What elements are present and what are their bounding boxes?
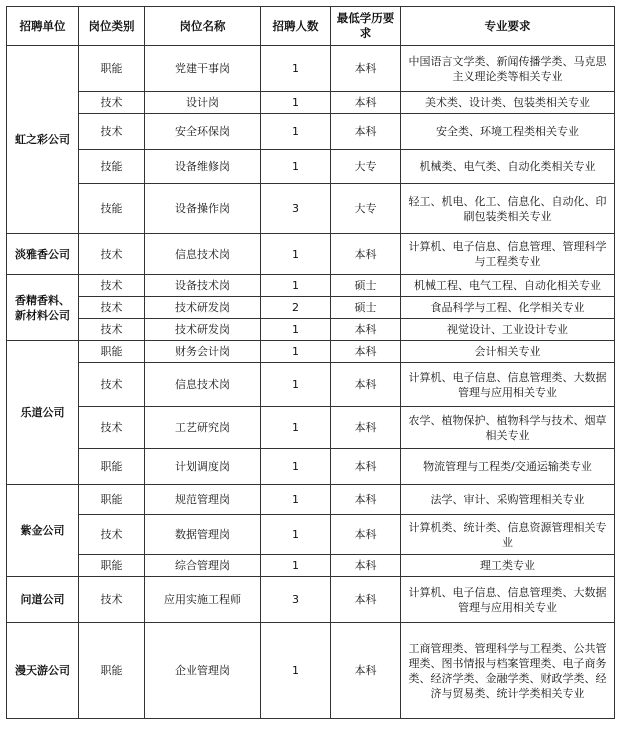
major-cell: 轻工、机电、化工、信息化、自动化、印刷包装类相关专业	[401, 184, 615, 234]
table-row	[7, 319, 615, 341]
table-row	[7, 363, 615, 407]
education-cell: 大专	[331, 150, 401, 184]
education-cell: 本科	[331, 407, 401, 449]
title-cell: 财务会计岗	[145, 341, 261, 363]
count-cell: 1	[261, 515, 331, 555]
count-cell: 1	[261, 449, 331, 485]
category-cell: 技术	[79, 275, 145, 297]
education-cell: 硕士	[331, 275, 401, 297]
count-cell: 1	[261, 92, 331, 114]
education-cell: 本科	[331, 234, 401, 275]
table-row	[7, 623, 615, 719]
count-cell: 1	[261, 319, 331, 341]
unit-cell: 淡雅香公司	[7, 234, 79, 275]
category-cell: 技术	[79, 234, 145, 275]
unit-cell: 漫天游公司	[7, 623, 79, 719]
major-cell: 会计相关专业	[401, 341, 615, 363]
education-cell: 本科	[331, 341, 401, 363]
major-cell: 计算机、电子信息、信息管理、管理科学与工程类专业	[401, 234, 615, 275]
education-cell: 本科	[331, 577, 401, 623]
title-cell: 工艺研究岗	[145, 407, 261, 449]
count-cell: 1	[261, 407, 331, 449]
category-cell: 技能	[79, 184, 145, 234]
category-cell: 技术	[79, 319, 145, 341]
education-cell: 本科	[331, 319, 401, 341]
category-cell: 职能	[79, 341, 145, 363]
title-cell: 数据管理岗	[145, 515, 261, 555]
table-row	[7, 577, 615, 623]
header-row	[7, 7, 615, 46]
education-cell: 本科	[331, 92, 401, 114]
table-row	[7, 184, 615, 234]
table-row	[7, 449, 615, 485]
category-cell: 技术	[79, 114, 145, 150]
major-cell: 美术类、设计类、包装类相关专业	[401, 92, 615, 114]
count-cell: 3	[261, 184, 331, 234]
category-cell: 职能	[79, 46, 145, 92]
table-row	[7, 150, 615, 184]
major-cell: 法学、审计、采购管理相关专业	[401, 485, 615, 515]
recruitment-table	[6, 6, 615, 719]
table-row	[7, 46, 615, 92]
title-cell: 安全环保岗	[145, 114, 261, 150]
title-cell: 技术研发岗	[145, 319, 261, 341]
major-cell: 物流管理与工程类/交通运输类专业	[401, 449, 615, 485]
count-cell: 3	[261, 577, 331, 623]
category-cell: 职能	[79, 555, 145, 577]
header-major: 专业要求	[401, 7, 615, 46]
major-cell: 工商管理类、管理科学与工程类、公共管理类、图书情报与档案管理类、电子商务类、经济学类、金融学类、财政学类、经济与贸易类、统计学类相关专业	[401, 623, 615, 719]
header-unit: 招聘单位	[7, 7, 79, 46]
header-category: 岗位类别	[79, 7, 145, 46]
table-row	[7, 341, 615, 363]
major-cell: 中国语言文学类、新闻传播学类、马克思主义理论类等相关专业	[401, 46, 615, 92]
title-cell: 设备维修岗	[145, 150, 261, 184]
table-row	[7, 275, 615, 297]
title-cell: 企业管理岗	[145, 623, 261, 719]
category-cell: 职能	[79, 485, 145, 515]
category-cell: 职能	[79, 449, 145, 485]
category-cell: 技术	[79, 92, 145, 114]
unit-cell: 问道公司	[7, 577, 79, 623]
count-cell: 1	[261, 114, 331, 150]
major-cell: 计算机、电子信息、信息管理类、大数据管理与应用相关专业	[401, 363, 615, 407]
major-cell: 安全类、环境工程类相关专业	[401, 114, 615, 150]
category-cell: 技术	[79, 515, 145, 555]
table-row	[7, 297, 615, 319]
title-cell: 设计岗	[145, 92, 261, 114]
major-cell: 理工类专业	[401, 555, 615, 577]
major-cell: 计算机、电子信息、信息管理类、大数据管理与应用相关专业	[401, 577, 615, 623]
count-cell: 1	[261, 275, 331, 297]
category-cell: 技术	[79, 297, 145, 319]
title-cell: 党建干事岗	[145, 46, 261, 92]
education-cell: 本科	[331, 449, 401, 485]
title-cell: 设备技术岗	[145, 275, 261, 297]
header-count: 招聘人数	[261, 7, 331, 46]
education-cell: 大专	[331, 184, 401, 234]
title-cell: 技术研发岗	[145, 297, 261, 319]
title-cell: 计划调度岗	[145, 449, 261, 485]
count-cell: 1	[261, 234, 331, 275]
education-cell: 本科	[331, 623, 401, 719]
category-cell: 技能	[79, 150, 145, 184]
table-row	[7, 234, 615, 275]
unit-cell: 乐道公司	[7, 341, 79, 485]
unit-cell: 虹之彩公司	[7, 46, 79, 234]
title-cell: 信息技术岗	[145, 234, 261, 275]
category-cell: 职能	[79, 623, 145, 719]
category-cell: 技术	[79, 363, 145, 407]
table-row	[7, 515, 615, 555]
education-cell: 本科	[331, 555, 401, 577]
title-cell: 综合管理岗	[145, 555, 261, 577]
title-cell: 设备操作岗	[145, 184, 261, 234]
count-cell: 1	[261, 363, 331, 407]
education-cell: 本科	[331, 515, 401, 555]
education-cell: 硕士	[331, 297, 401, 319]
table-row	[7, 92, 615, 114]
count-cell: 1	[261, 150, 331, 184]
table-row	[7, 555, 615, 577]
major-cell: 机械工程、电气工程、自动化相关专业	[401, 275, 615, 297]
table-row	[7, 407, 615, 449]
unit-cell: 紫金公司	[7, 485, 79, 577]
major-cell: 视觉设计、工业设计专业	[401, 319, 615, 341]
education-cell: 本科	[331, 485, 401, 515]
count-cell: 1	[261, 623, 331, 719]
title-cell: 应用实施工程师	[145, 577, 261, 623]
title-cell: 规范管理岗	[145, 485, 261, 515]
table-row	[7, 485, 615, 515]
education-cell: 本科	[331, 46, 401, 92]
header-title: 岗位名称	[145, 7, 261, 46]
count-cell: 1	[261, 341, 331, 363]
table-row	[7, 114, 615, 150]
category-cell: 技术	[79, 407, 145, 449]
count-cell: 1	[261, 485, 331, 515]
count-cell: 1	[261, 46, 331, 92]
major-cell: 机械类、电气类、自动化类相关专业	[401, 150, 615, 184]
title-cell: 信息技术岗	[145, 363, 261, 407]
unit-cell: 香精香料、新材料公司	[7, 275, 79, 341]
major-cell: 计算机类、统计类、信息资源管理相关专业	[401, 515, 615, 555]
category-cell: 技术	[79, 577, 145, 623]
major-cell: 食品科学与工程、化学相关专业	[401, 297, 615, 319]
count-cell: 1	[261, 555, 331, 577]
count-cell: 2	[261, 297, 331, 319]
major-cell: 农学、植物保护、植物科学与技术、烟草相关专业	[401, 407, 615, 449]
education-cell: 本科	[331, 114, 401, 150]
education-cell: 本科	[331, 363, 401, 407]
header-education: 最低学历要求	[331, 7, 401, 46]
